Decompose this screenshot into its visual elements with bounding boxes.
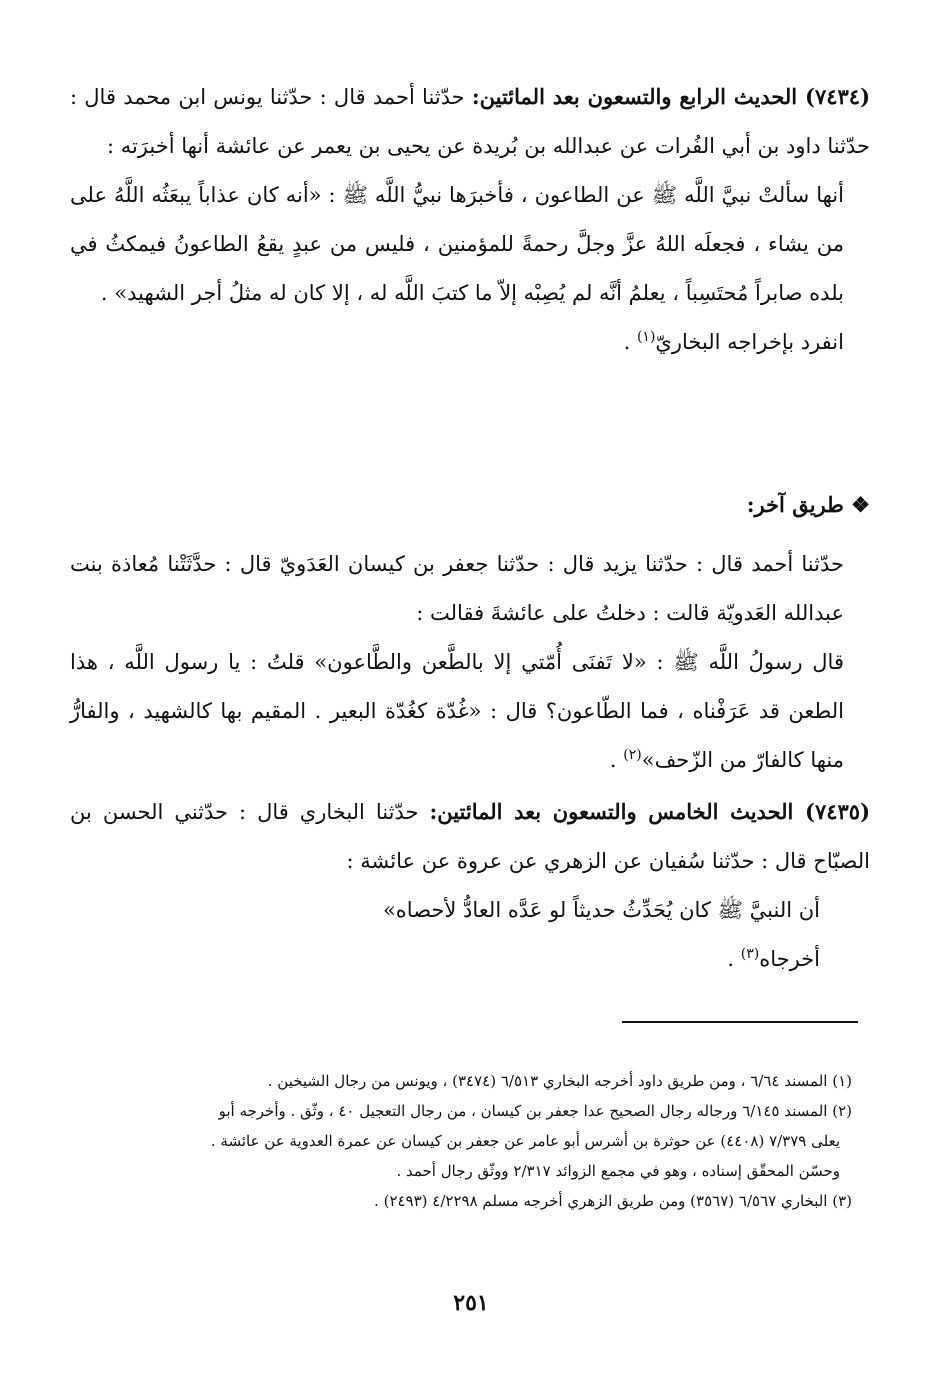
hadith-7435-note: أخرجاه$^{(٣)}$ .	[727, 946, 820, 971]
hadith-7435-isnad: (٧٤٣٥) الحديث الخامس والتسعون بعد المائتين: حدّثنا البخاري قال : حدّثني الحسن بن الصبّاح قال : حدّثنا سُفيان عن الزهري عن عروة عن عائشة :	[70, 799, 870, 873]
footnote-2-cont: يعلى ٧/٣٧٩ (٤٤٠٨) عن حوثرة بن أشرس أبو عامر عن جعفر بن كيسان عن عمرة العدوية عن عائشة .	[210, 1132, 840, 1150]
footnote-ref-3: (٣)	[740, 946, 760, 962]
other-route	[70, 540, 870, 785]
hadith-7434	[70, 72, 870, 367]
hadith-7434-note: انفرد بإخراجه البخاريّ$^{(١)}$ .	[623, 329, 844, 354]
other-route-isnad: حدّثنا أحمد قال : حدّثنا يزيد قال : حدّثنا جعفر بن كيسان العَدَويّ قال : حدَّثَتْنا مُعاذة بنت عبدالله العَدويّة قالت : دخلتُ على عائشةَ فقالت :	[70, 552, 844, 625]
hadith-7434-isnad: (٧٤٣٤) الحديث الرابع والتسعون بعد المائتين: حدّثنا أحمد قال : حدّثنا يونس ابن محمد قال : حدّثنا داود بن أبي الفُرات عن عبدالله بن بُريدة عن يحيى بن يعمر عن عائشة أنها أخبرَته :	[70, 84, 870, 158]
hadith-7435	[70, 787, 870, 984]
footnote-ref-1: (١)	[636, 329, 656, 345]
hadith-7435-matn: أن النبيَّ ﷺ كان يُحَدِّثُ حديثاً لو عَدَّه العادُّ لأحصاه»	[382, 898, 820, 922]
hadith-7434-matn: أنها سألتْ نبيَّ اللَّه ﷺ عن الطاعون ، فأخبرَها نبيُّ اللَّه ﷺ : «أنه كان عذاباً يبعَثُه اللَّهُ على من يشاء ، فجعلَه اللهُ عزَّ وجلَّ رحمةً للمؤمنين ، فليس من عبدٍ يقعُ الطاعونُ فيمكثُ في بلده صابراً مُحتَسِباً ، يعلمُ أنَّه لم يُصِبْه إلاّ ما كتبَ اللَّه له ، إلا كان له مثلُ أجر الشهيد» .	[70, 183, 844, 305]
page-number: ٢٥١	[453, 1290, 489, 1316]
footnote-separator	[622, 1021, 858, 1023]
footnotes	[82, 1066, 852, 1216]
footnote-2: (٢) المسند ٦/١٤٥ ورجاله رجال الصحيح عدا جعفر بن كيسان ، من رجال التعجيل ٤٠ ، وثّق . وأخرجه أبو	[218, 1102, 852, 1120]
footnote-ref-2: (٢)	[623, 747, 642, 763]
other-route-matn: قال رسولُ اللَّه ﷺ : «لا تَفنَى أُمّتي إلا بالطَّعن والطَّاعون» قلتُ : يا رسول اللَّه ، هذا الطعن قد عَرَفْناه ، فما الطّاعون؟ قال : «غُدّة كغُدّة البعير . المقيم بها كالشهيد ، والفارُّ منها كالفارّ من الزّحف»$^{(٢)}$ .	[70, 650, 844, 772]
hadith-7434-title: (٧٤٣٤) الحديث الرابع والتسعون بعد المائتين:	[471, 84, 870, 109]
footnote-3: (٣) البخاري ٦/٥٦٧ (٣٥٦٧) ومن طريق الزهري أخرجه مسلم ٤/٢٢٩٨ (٢٤٩٣) .	[374, 1192, 852, 1210]
other-route-heading: ❖ طريق آخر:	[746, 492, 870, 517]
footnote-1: (١) المسند ٦/٦٤ ، ومن طريق داود أخرجه البخاري ٦/٥١٣ (٣٤٧٤) ، ويونس من رجال الشيخين .	[267, 1072, 852, 1090]
footnote-2-cont: وحسّن المحقّق إسناده ، وهو في مجمع الزوائد ٢/٣١٧ ووثّق رجال أحمد .	[396, 1162, 840, 1180]
hadith-7435-title: (٧٤٣٥) الحديث الخامس والتسعون بعد المائتين:	[429, 799, 870, 824]
